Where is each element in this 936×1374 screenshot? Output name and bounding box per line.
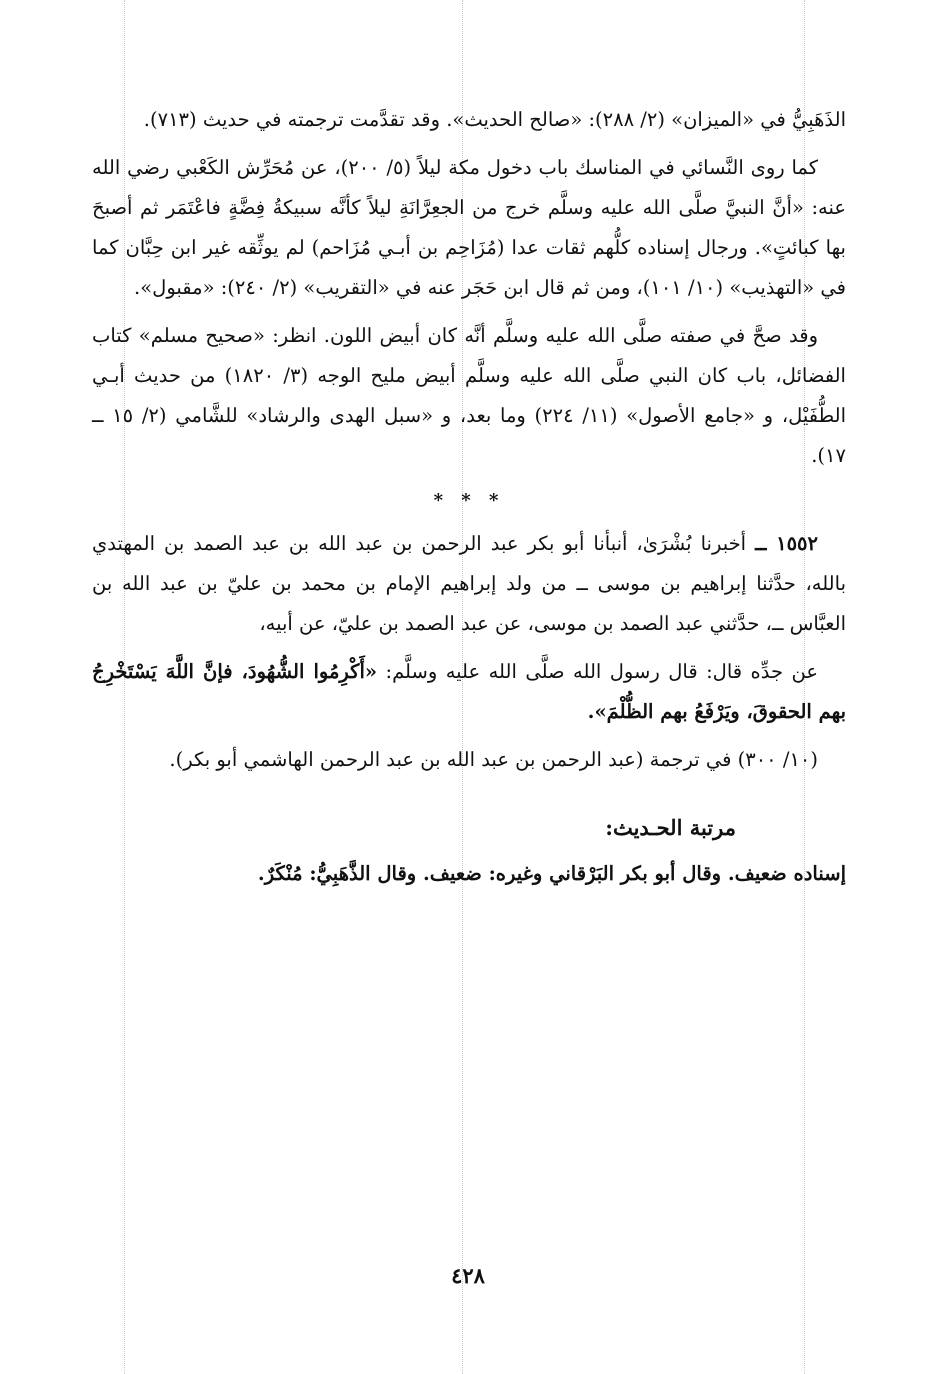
paragraph-nasai-narration: كما روى النَّسائي في المناسك باب دخول مكة ليلاً (٥/ ٢٠٠)، عن مُحَرِّش الكَعْبي رضي الله عنه: «أنَّ النبيَّ صلَّى الله عليه وسلَّم خرج من الجعِرَّانَةِ ليلاً كأنَّه سبيكةُ فِضَّةٍ فاعْتَمَر ثم أصبحَ بها كبائتٍ». ورجال إسناده كلُّهم ثقات عدا (مُزَاحِم بن أبـي مُزَاحم) لم يوثِّقه غير ابن حِبَّان كما في «التهذيب» (١٠/ ١٠١)، ومن ثم قال ابن حَجَر عنه في «التقريب» (٢/ ٢٤٠): «مقبول». (92, 156, 846, 299)
hadith-intro: عن جدِّه قال: قال رسول الله صلَّى الله عليه وسلَّم: (377, 660, 818, 683)
paragraph-footnote-continuation: الذَهَبِيُّ في «الميزان» (٢/ ٢٨٨): «صالح الحديث». وقد تقدَّمت ترجمته في حديث (٧١٣). (143, 108, 846, 131)
hadith-number: ١٥٥٢ ــ (755, 532, 819, 555)
grading-paragraph: إسناده ضعيف. وقال أبو بكر البَرْقاني وغيره: ضعيف. وقال الذَّهَبِيُّ: مُنْكَرٌ. (257, 862, 846, 885)
hadith-grading-heading: مرتبة الحـديث: (605, 815, 736, 840)
source-reference-paragraph: (١٠/ ٣٠٠) في ترجمة (عبد الرحمن بن عبد الله بن عبد الرحمن الهاشمي أبو بكر). (169, 748, 818, 771)
page-number: ٤٢٨ (451, 1263, 485, 1288)
hadith-matn-paragraph (92, 652, 846, 732)
book-page-body (92, 100, 846, 902)
paragraph-description-reference: وقد صحَّ في صفته صلَّى الله عليه وسلَّم أنَّه كان أبيض اللون. انظر: «صحيح مسلم» كتاب الفضائل، باب كان النبي صلَّى الله عليه وسلَّم أبيض مليح الوجه (٣/ ١٨٢٠) من حديث أبـي الطُّفَيْل، و «جامع الأصول» (١١/ ٢٢٤) وما بعد، و «سبل الهدى والرشاد» للشَّامي (٢/ ١٥ ــ ١٧). (92, 324, 846, 467)
hadith-text: «أَكْرِمُوا الشُّهُودَ، فإنَّ اللَّهَ يَسْتَخْرِجُ بهم الحقوقَ، ويَرْفَعُ بهم الظُّلْمَ». (92, 660, 846, 723)
hadith-chain-text: أخبرنا بُشْرَىٰ، أنبأنا أبو بكر عبد الرحمن بن عبد الله بن عبد الصمد بن المهتدي بالله، حدَّثنا إبراهيم بن موسى ــ من ولد إبراهيم الإمام بن محمد بن عليّ بن عبد الله بن العبَّاس ــ، حدَّثني عبد الصمد بن موسى، عن عبد الصمد بن عليّ، عن أبيه، (92, 532, 846, 635)
hadith-chain-paragraph (92, 524, 846, 644)
section-separator: * * * (433, 490, 505, 511)
